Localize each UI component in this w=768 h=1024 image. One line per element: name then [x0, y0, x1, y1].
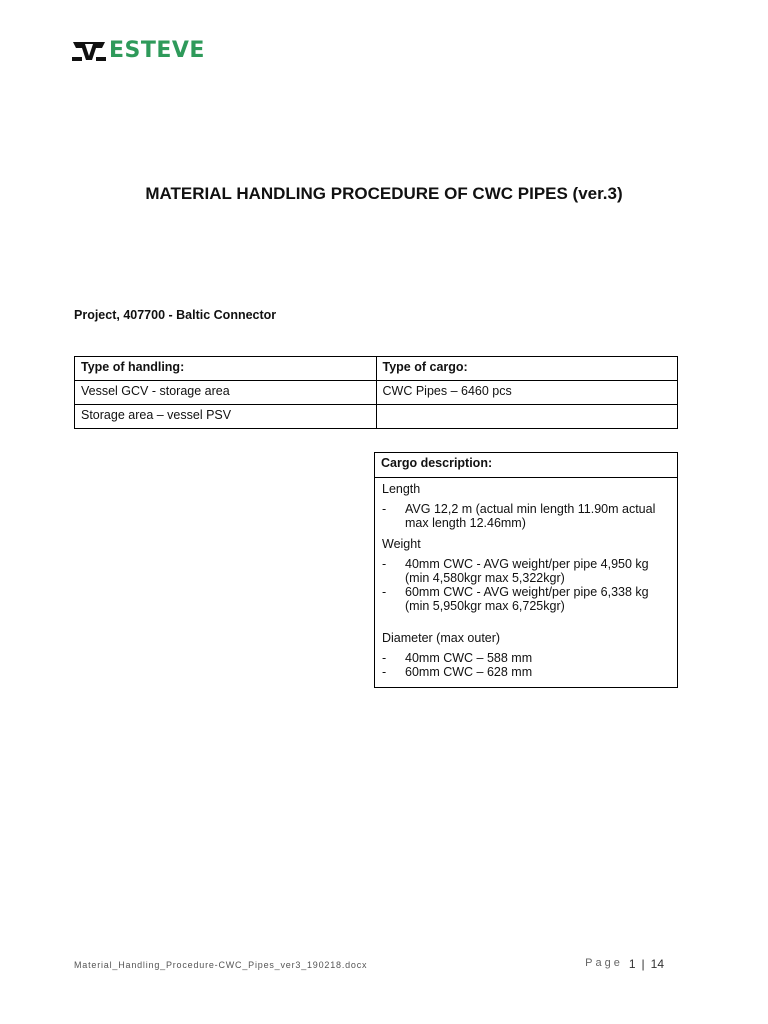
- bullet-dash: -: [382, 585, 387, 599]
- diameter-label: Diameter (max outer): [382, 631, 501, 645]
- handling-table: [74, 356, 678, 429]
- table-cell: Vessel GCV - storage area: [75, 381, 377, 405]
- weight-list: [382, 557, 670, 613]
- current-page: 1: [628, 957, 636, 971]
- bullet-dash: -: [382, 557, 387, 571]
- bullet-dash: -: [382, 502, 387, 516]
- list-item: [382, 585, 670, 613]
- weight-label: Weight: [382, 537, 421, 551]
- company-logo: [72, 40, 205, 62]
- esteve-emblem-icon: [72, 40, 106, 62]
- list-item-text: 40mm CWC - AVG weight/per pipe 4,950 kg (min 4,580kgr max 5,322kgr): [405, 557, 649, 585]
- header-type-of-handling: Type of handling:: [75, 357, 377, 381]
- list-item-text: AVG 12,2 m (actual min length 11.90m actual max length 12.46mm): [405, 502, 656, 530]
- page-word: Page: [585, 957, 623, 969]
- table-row: [75, 405, 678, 429]
- page-separator: |: [641, 957, 645, 971]
- table-cell: CWC Pipes – 6460 pcs: [376, 381, 678, 405]
- footer-page-number: [585, 957, 664, 971]
- project-line: Project, 407700 - Baltic Connector: [74, 308, 277, 322]
- cargo-description-table: [374, 452, 678, 688]
- table-cell: [376, 405, 678, 429]
- brand-name: ESTEVE: [109, 38, 205, 63]
- table-row: [75, 381, 678, 405]
- table-header-row: [75, 357, 678, 381]
- list-item-text: 40mm CWC – 588 mm: [405, 651, 533, 665]
- list-item: [382, 557, 670, 585]
- total-pages: 14: [650, 957, 664, 971]
- bullet-dash: -: [382, 665, 387, 679]
- cargo-description-header: Cargo description:: [375, 453, 678, 478]
- table-cell: Storage area – vessel PSV: [75, 405, 377, 429]
- footer-filename: Material_Handling_Procedure-CWC_Pipes_ver3_190218.docx: [74, 960, 368, 970]
- list-item-text: 60mm CWC - AVG weight/per pipe 6,338 kg (min 5,950kgr max 6,725kgr): [405, 585, 649, 613]
- diameter-list: [382, 651, 670, 679]
- list-item-text: 60mm CWC – 628 mm: [405, 665, 533, 679]
- list-item: [382, 665, 670, 679]
- page-title: MATERIAL HANDLING PROCEDURE OF CWC PIPES (ver.3): [145, 184, 623, 203]
- cargo-description-body: [375, 478, 678, 688]
- list-item: [382, 651, 670, 665]
- length-list: [382, 502, 670, 530]
- bullet-dash: -: [382, 651, 387, 665]
- list-item: [382, 502, 670, 530]
- length-label: Length: [382, 482, 421, 496]
- header-type-of-cargo: Type of cargo:: [376, 357, 678, 381]
